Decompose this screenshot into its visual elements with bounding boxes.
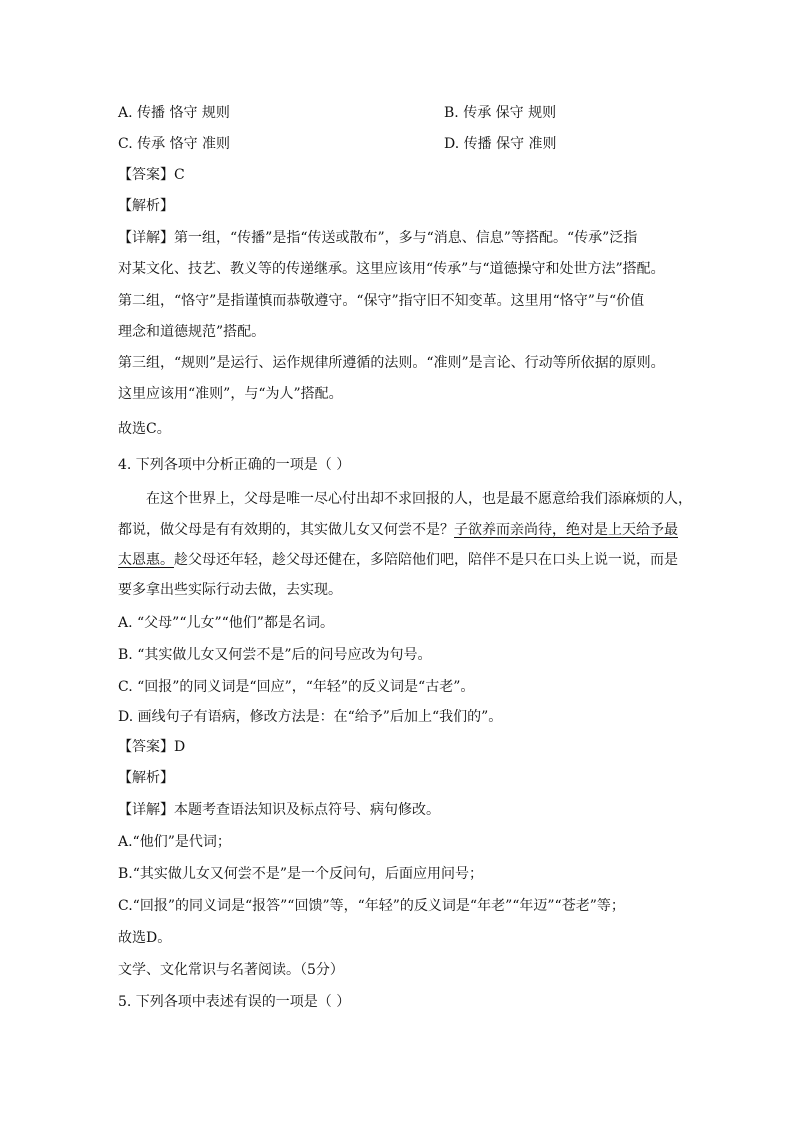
underlined-sentence: 子欲养而亲尚待，绝对是上天给予最 [454,522,678,538]
passage-text: 都说，做父母是有有效期的，其实做儿女又何尝不是？ [118,522,454,538]
q3-conclusion: 故选C。 [118,421,171,437]
q4-conclusion: 故选D。 [118,930,172,946]
q4-question: 4. 下列各项中分析正确的一项是（ ） [118,457,351,473]
q4-option-a: A. “父母”“儿女”“他们”都是名词。 [118,615,334,631]
q4-detail-line-1: 【详解】本题考查语法知识及标点符号、病句修改。 [118,802,440,818]
q5-question: 5. 下列各项中表述有误的一项是（ ） [118,994,351,1010]
q4-answer: 【答案】D [118,739,186,755]
section-title: 文学、文化常识与名著阅读。（5分） [118,962,344,978]
q4-detail-line-4: C.“回报”的同义词是“报答”“回馈”等，“年轻”的反义词是“年老”“年迈”“苍老”等； [118,898,625,914]
q4-option-c: C. “回报”的同义词是“回应”，“年轻”的反义词是“古老”。 [118,679,475,695]
q3-option-b: B. 传承 保守 规则 [444,105,557,121]
q3-option-c: C. 传承 恪守 准则 [118,136,231,152]
q4-analysis-label: 【解析】 [118,770,174,786]
q4-passage-line-2 [118,520,678,540]
q4-option-b: B. “其实做儿女又何尝不是”后的问号应改为句号。 [118,647,432,663]
q4-detail-line-3: B.“其实做儿女又何尝不是”是一个反问句，后面应用问号； [118,866,484,882]
q3-option-d: D. 传播 保守 准则 [444,136,557,152]
q3-analysis-label: 【解析】 [118,198,174,214]
q3-detail-line-6: 这里应该用“准则”，与“为人”搭配。 [118,386,343,402]
q3-option-a: A. 传播 恪守 规则 [118,105,230,121]
q4-detail-line-2: A.“他们”是代词； [118,834,231,850]
q3-detail-line-4: 理念和道德规范”搭配。 [118,324,266,340]
underlined-sentence-end: 太恩惠。 [118,552,174,568]
q4-passage-line-1: 在这个世界上，父母是唯一尽心付出却不求回报的人，也是最不愿意给我们添麻烦的人， [146,491,692,507]
q3-answer: 【答案】C [118,167,185,183]
q3-detail-line-1: 【详解】第一组，“传播”是指“传送或散布”，多与“消息、信息”等搭配。“传承”泛指 [118,230,638,246]
q4-passage-line-3 [118,550,678,570]
q4-passage-line-4: 要多拿出些实际行动去做，去实现。 [118,582,342,598]
q3-detail-line-3: 第二组，“恪守”是指谨慎而恭敬遵守。“保守”指守旧不知变革。这里用“恪守”与“价值 [118,293,645,309]
q3-detail-line-5: 第三组，“规则”是运行、运作规律所遵循的法则。“准则”是言论、行动等所依据的原则。 [118,355,665,371]
q4-option-d: D. 画线句子有语病，修改方法是：在“给予”后加上“我们的”。 [118,709,503,725]
q3-detail-line-2: 对某文化、技艺、教义等的传递继承。这里应该用“传承”与“道德操守和处世方法”搭配。 [118,261,665,277]
passage-text: 趁父母还年轻，趁父母还健在，多陪陪他们吧，陪伴不是只在口头上说一说，而是 [174,552,678,568]
